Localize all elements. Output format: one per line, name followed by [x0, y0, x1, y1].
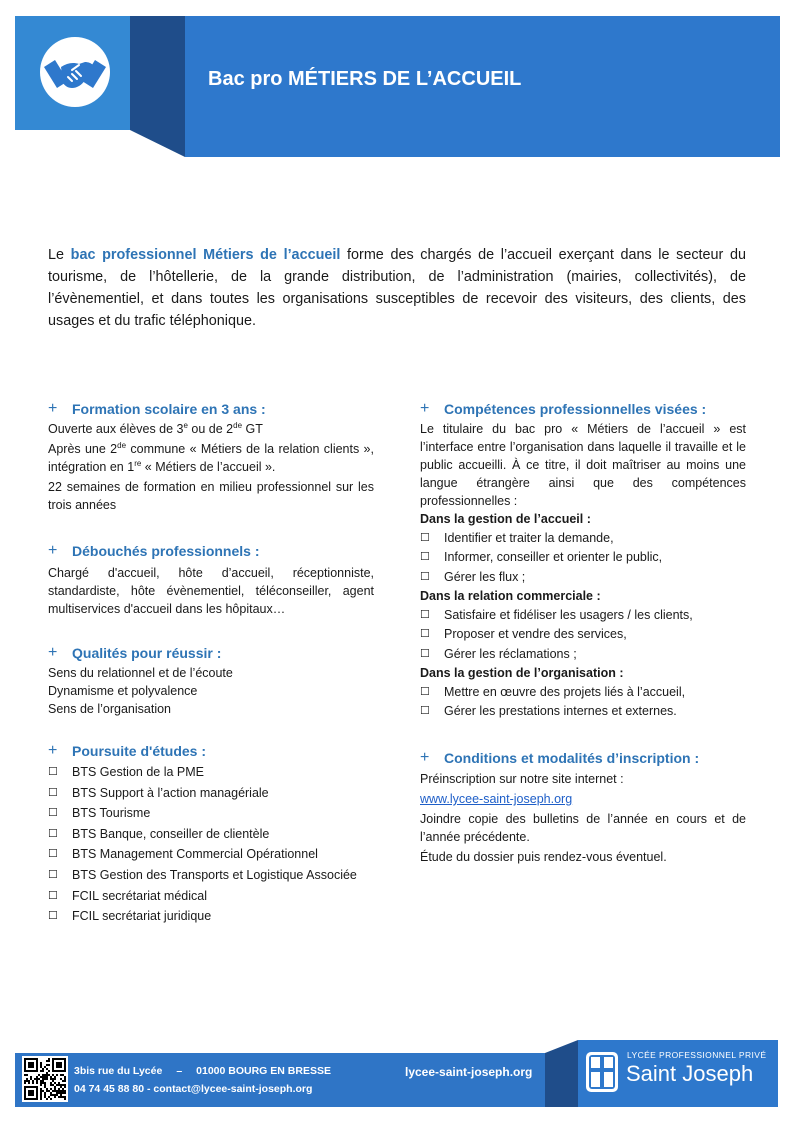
section-heading	[48, 740, 374, 762]
plus-icon: +	[48, 542, 58, 559]
list-item-label: FCIL secrétariat médical	[72, 888, 207, 903]
list-item	[420, 568, 746, 588]
checkbox-bullet-icon: ☐	[48, 766, 58, 778]
checkbox-bullet-icon: ☐	[48, 889, 58, 902]
checkbox-bullet-icon: ☐	[420, 570, 430, 583]
list-item-label: BTS Gestion de la PME	[72, 765, 205, 779]
checkbox-bullet-icon: ☐	[420, 705, 430, 717]
list-item-label: BTS Banque, conseiller de clientèle	[72, 826, 270, 841]
list-item-label: Mettre en œuvre des projets liés à l’accueil,	[444, 684, 686, 699]
list-item-label: Satisfaire et fidéliser les usagers / les clients,	[444, 607, 693, 622]
formation-line	[48, 440, 374, 476]
logo-subtitle: LYCÉE PROFESSIONNEL PRIVÉ	[627, 1050, 767, 1060]
header-dark-stripe	[130, 16, 185, 157]
address-street: 3bis rue du Lycée	[74, 1065, 163, 1077]
section-debouches	[48, 540, 374, 618]
section-heading	[420, 398, 746, 420]
section-title: Formation scolaire en 3 ans :	[72, 401, 266, 417]
inscription-line: Joindre copie des bulletins de l’année en cours et de l’année précédente.	[420, 812, 746, 844]
section-heading	[48, 398, 374, 420]
list-item-label: BTS Management Commercial Opérationnel	[72, 847, 318, 862]
group-title: Dans la relation commerciale :	[420, 589, 601, 603]
section-title: Poursuite d'études :	[72, 743, 207, 759]
list-item	[420, 529, 746, 549]
list-item	[48, 803, 374, 824]
group-title: Dans la gestion de l’organisation :	[420, 666, 624, 680]
skills-list	[420, 683, 746, 722]
section-inscription	[420, 747, 746, 866]
section-heading	[48, 642, 374, 664]
website-link[interactable]: www.lycee-saint-joseph.org	[420, 792, 573, 806]
superscript: de	[233, 420, 243, 430]
list-item-label: Identifier et traiter la demande,	[444, 530, 614, 545]
section-qualites	[48, 642, 374, 718]
list-item-label: Gérer les réclamations ;	[444, 646, 577, 661]
plus-icon: +	[420, 400, 430, 417]
inscription-line: Étude du dossier puis rendez-vous éventuel.	[420, 850, 667, 864]
list-item	[420, 625, 746, 645]
plus-icon: +	[48, 400, 58, 417]
checkbox-bullet-icon: ☐	[48, 848, 58, 861]
text-part: « Métiers de l’accueil ».	[141, 460, 276, 474]
inscription-line: Préinscription sur notre site internet :	[420, 772, 624, 786]
list-item	[48, 762, 374, 783]
intro-text: forme des chargés de l’accueil exerçant dans le secteur du tourisme, de l’hôtellerie, de la grande distribution, de l’administration (mairies, collectivités), de l’évènementiel, et dans toutes les organisations susceptibles de recevoir des visiteurs, des clients, des usages et du trafic téléphonique.	[48, 247, 746, 329]
plus-icon: +	[420, 749, 430, 766]
checkbox-bullet-icon: ☐	[420, 531, 430, 544]
handshake-icon	[39, 36, 111, 108]
superscript: re	[134, 458, 142, 468]
list-item-label: Informer, conseiller et orienter le public,	[444, 550, 663, 564]
intro-prefix: Le	[48, 247, 71, 263]
skills-list	[420, 606, 746, 665]
list-item	[48, 783, 374, 804]
formation-line	[48, 420, 374, 438]
list-item	[48, 844, 374, 865]
qr-code[interactable]	[22, 1056, 68, 1102]
list-item	[420, 645, 746, 665]
debouches-text: Chargé d'accueil, hôte d’accueil, réceptionniste, standardiste, hôte évènementiel, téléconseiller, agent multiservices d'accueil dans les hôpitaux…	[48, 566, 374, 616]
studies-list	[48, 762, 374, 927]
checkbox-bullet-icon: ☐	[48, 910, 58, 923]
text-part: Ouverte aux élèves de 3	[48, 422, 184, 436]
section-title: Débouchés professionnels :	[72, 543, 260, 559]
checkbox-bullet-icon: ☐	[420, 551, 430, 563]
competences-intro: Le titulaire du bac pro « Métiers de l’accueil » est l’interface entre l’organisation dans laquelle il travaille et le public accueilli. À ce titre, il doit maîtriser au moins une langue étrangère ainsi que des compétences professionnelles :	[420, 422, 746, 508]
checkbox-bullet-icon: ☐	[48, 807, 58, 820]
section-title: Compétences professionnelles visées :	[444, 401, 707, 417]
list-item-label: Gérer les flux ;	[444, 569, 526, 584]
section-competences	[420, 398, 746, 722]
checkbox-bullet-icon: ☐	[48, 786, 58, 799]
checkbox-bullet-icon: ☐	[48, 827, 58, 840]
skills-list	[420, 529, 746, 588]
superscript: e	[183, 420, 188, 430]
quality-item: Sens du relationnel et de l’écoute	[48, 666, 233, 680]
list-item	[48, 865, 374, 886]
list-item	[420, 606, 746, 626]
section-heading	[420, 747, 746, 769]
footer-contact: 04 74 45 88 80 - contact@lycee-saint-joseph.org	[74, 1083, 313, 1095]
plus-icon: +	[48, 742, 58, 759]
footer-dark-stripe	[545, 1040, 578, 1107]
list-item	[420, 548, 746, 568]
intro-highlight: bac professionnel Métiers de l’accueil	[70, 247, 341, 263]
list-item-label: Gérer les prestations internes et externes.	[444, 704, 677, 718]
page-title: Bac pro MÉTIERS DE L’ACCUEIL	[208, 68, 522, 90]
website-link-line	[420, 788, 746, 810]
list-item	[420, 702, 746, 722]
list-item	[48, 906, 374, 927]
address-city: 01000 BOURG EN BRESSE	[196, 1065, 331, 1077]
text-part: ou de 2	[187, 422, 234, 436]
group-title: Dans la gestion de l’accueil :	[420, 512, 591, 526]
text-part: Après une 2	[48, 442, 118, 456]
section-formation	[48, 398, 374, 514]
list-item-label: BTS Tourisme	[72, 806, 151, 821]
footer-address	[74, 1065, 331, 1077]
checkbox-bullet-icon: ☐	[420, 608, 430, 621]
checkbox-bullet-icon: ☐	[420, 647, 430, 660]
cross-logo-icon	[585, 1051, 619, 1093]
list-item-label: BTS Gestion des Transports et Logistique Associée	[72, 867, 357, 882]
checkbox-bullet-icon: ☐	[48, 868, 58, 881]
text-part: GT	[242, 422, 263, 436]
checkbox-bullet-icon: ☐	[420, 628, 430, 640]
section-heading	[48, 540, 374, 562]
checkbox-bullet-icon: ☐	[420, 685, 430, 698]
list-item	[420, 683, 746, 703]
footer-bar	[15, 1053, 545, 1107]
list-item-label: Proposer et vendre des services,	[444, 627, 627, 641]
text-part: commune « Métiers de la relation clients », intégration en 1	[48, 442, 374, 474]
section-poursuite	[48, 740, 374, 927]
quality-item: Sens de l’organisation	[48, 702, 171, 716]
intro-paragraph	[48, 244, 746, 332]
section-title: Qualités pour réussir :	[72, 645, 222, 661]
address-separator: –	[176, 1065, 183, 1077]
quality-item: Dynamisme et polyvalence	[48, 684, 198, 698]
list-item	[48, 886, 374, 907]
logo-name: Saint Joseph	[626, 1061, 754, 1086]
superscript: de	[117, 440, 127, 450]
formation-line: 22 semaines de formation en milieu professionnel sur les trois années	[48, 480, 374, 512]
list-item-label: FCIL secrétariat juridique	[72, 909, 212, 924]
footer-website: lycee-saint-joseph.org	[405, 1065, 533, 1079]
section-title: Conditions et modalités d’inscription :	[444, 750, 700, 766]
plus-icon: +	[48, 644, 58, 661]
list-item	[48, 824, 374, 845]
list-item-label: BTS Support à l’action managériale	[72, 785, 269, 800]
